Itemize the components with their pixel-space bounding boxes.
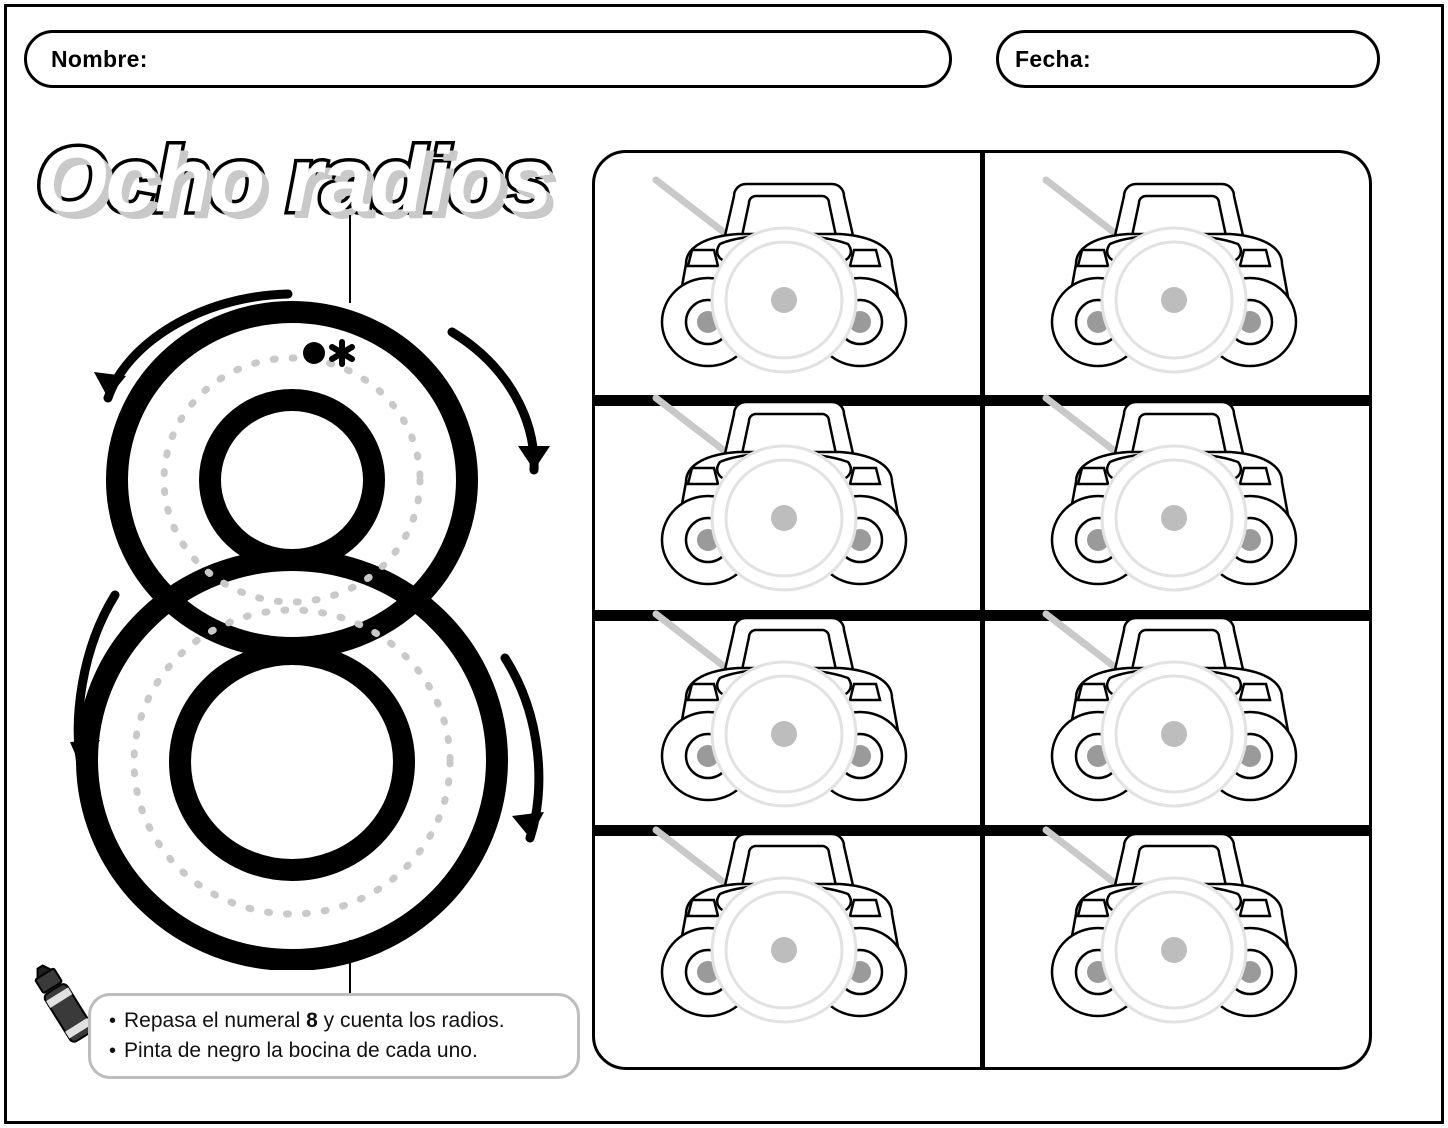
arrow-bottom-right	[505, 658, 539, 838]
car-cell-3[interactable]	[602, 398, 992, 628]
bullet-icon-2: •	[109, 1040, 117, 1062]
cars-grid	[592, 150, 1372, 1070]
arrow-top-left	[108, 294, 288, 398]
page-title: Ocho radios	[36, 129, 551, 231]
instruction-line-2	[109, 1036, 561, 1066]
bullet-icon: •	[109, 1010, 117, 1032]
car-cell-6[interactable]	[992, 613, 1382, 843]
name-field[interactable]	[24, 30, 952, 88]
instruction-2-text: Pinta de negro la bocina de cada uno.	[124, 1039, 478, 1062]
car-cell-7[interactable]	[602, 828, 992, 1058]
instructions-bubble	[88, 993, 580, 1079]
trace-direction-arrows	[60, 270, 580, 970]
instruction-1-number: 8	[306, 1009, 318, 1032]
instruction-line-1	[109, 1006, 561, 1036]
date-label: Fecha:	[1015, 45, 1091, 72]
instruction-1-suffix: y cuenta los radios.	[317, 1009, 505, 1032]
car-cell-2[interactable]	[992, 178, 1382, 408]
car-cell-1[interactable]	[602, 178, 992, 408]
date-field[interactable]	[996, 30, 1380, 88]
car-cell-4[interactable]	[992, 398, 1382, 628]
car-cell-5[interactable]	[602, 613, 992, 843]
car-cell-8[interactable]	[992, 828, 1382, 1058]
instruction-1-prefix: Repasa el numeral	[124, 1009, 307, 1032]
numeral-trace-area	[60, 270, 580, 970]
name-label: Nombre:	[51, 45, 148, 72]
